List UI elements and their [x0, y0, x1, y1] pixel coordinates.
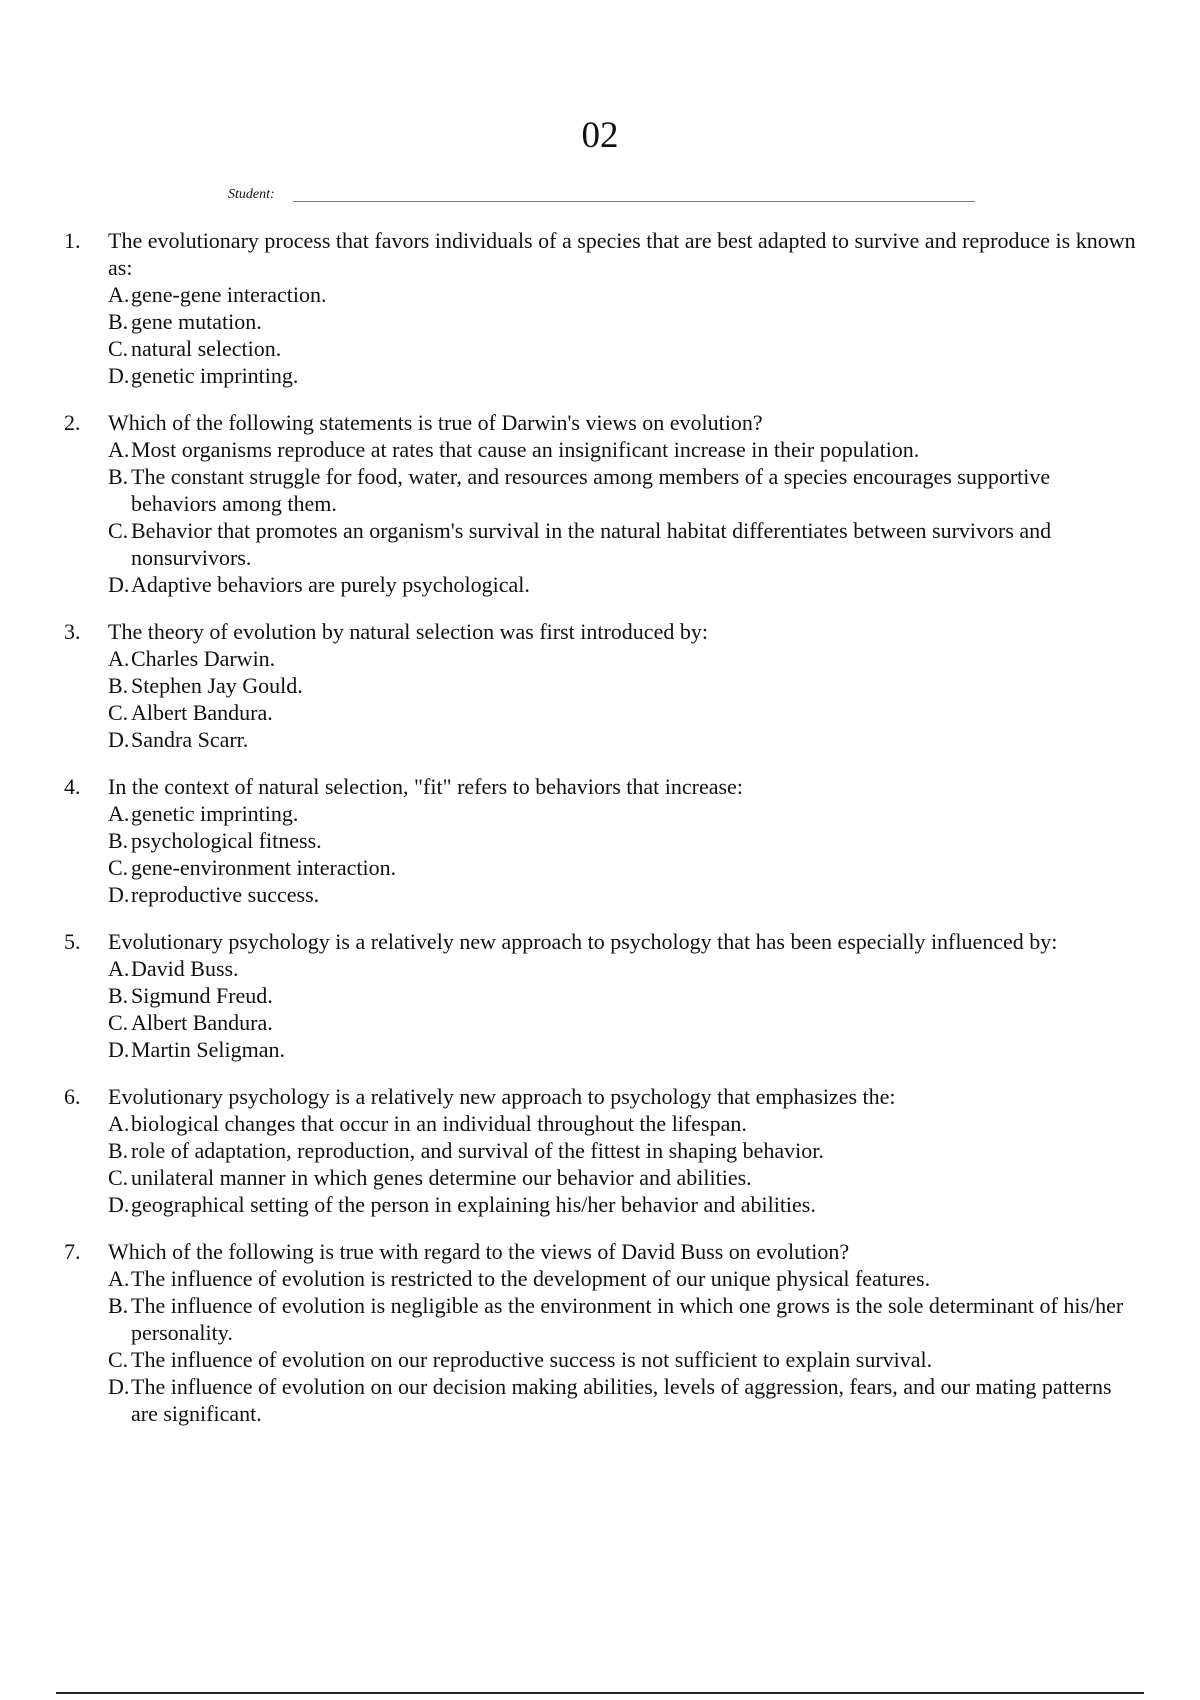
option-text: gene mutation. — [131, 309, 262, 334]
answer-options — [108, 1110, 1140, 1218]
question-item — [60, 1083, 1140, 1218]
option-text: reproductive success. — [131, 882, 320, 907]
answer-option — [108, 1110, 1140, 1137]
option-letter: A. — [108, 646, 130, 671]
answer-option — [108, 463, 1140, 517]
option-letter: A. — [108, 956, 130, 981]
option-letter: C. — [108, 1010, 129, 1035]
question-number: 3. — [64, 619, 81, 644]
answer-options — [108, 645, 1140, 753]
option-letter: D. — [108, 727, 130, 752]
question-list — [60, 227, 1140, 1447]
answer-option — [108, 827, 1140, 854]
answer-option — [108, 1191, 1140, 1218]
option-letter: D. — [108, 363, 130, 388]
option-letter: B. — [108, 673, 129, 698]
question-text: Which of the following statements is true of Darwin's views on evolution? — [108, 410, 763, 435]
answer-option — [108, 1009, 1140, 1036]
option-letter: C. — [108, 518, 129, 543]
question-number: 6. — [64, 1084, 81, 1109]
answer-option — [108, 699, 1140, 726]
answer-options — [108, 800, 1140, 908]
option-text: The influence of evolution on our decision making abilities, levels of aggression, fears, and our mating patterns are significant. — [131, 1374, 1112, 1426]
answer-option — [108, 881, 1140, 908]
answer-option — [108, 308, 1140, 335]
question-item — [60, 227, 1140, 389]
option-letter: A. — [108, 437, 130, 462]
question-item — [60, 409, 1140, 598]
option-text: biological changes that occur in an individual throughout the lifespan. — [131, 1111, 747, 1136]
answer-option — [108, 800, 1140, 827]
answer-option — [108, 982, 1140, 1009]
option-text: geographical setting of the person in explaining his/her behavior and abilities. — [131, 1192, 816, 1217]
option-text: Sandra Scarr. — [131, 727, 249, 752]
option-letter: C. — [108, 336, 129, 361]
option-text: The influence of evolution is negligible as the environment in which one grows is the sole determinant of his/her personality. — [131, 1293, 1124, 1345]
answer-option — [108, 1292, 1140, 1346]
option-text: unilateral manner in which genes determine our behavior and abilities. — [131, 1165, 752, 1190]
option-letter: D. — [108, 1192, 130, 1217]
question-text: In the context of natural selection, "fit" refers to behaviors that increase: — [108, 774, 743, 799]
answer-option — [108, 1346, 1140, 1373]
answer-option — [108, 362, 1140, 389]
option-text: genetic imprinting. — [131, 363, 299, 388]
option-letter: C. — [108, 855, 129, 880]
answer-option — [108, 436, 1140, 463]
option-letter: B. — [108, 1138, 129, 1163]
answer-option — [108, 1373, 1140, 1427]
student-name-line[interactable] — [293, 201, 975, 202]
answer-options — [108, 1265, 1140, 1427]
answer-option — [108, 726, 1140, 753]
option-text: gene-gene interaction. — [131, 282, 327, 307]
question-number: 1. — [64, 228, 81, 253]
question-item — [60, 773, 1140, 908]
student-label: Student: — [228, 187, 275, 202]
question-text: Evolutionary psychology is a relatively new approach to psychology that has been especially influenced by: — [108, 929, 1058, 954]
answer-option — [108, 1164, 1140, 1191]
question-number: 5. — [64, 929, 81, 954]
footer-divider — [56, 1692, 1144, 1694]
option-text: Adaptive behaviors are purely psychological. — [131, 572, 530, 597]
option-letter: B. — [108, 1293, 129, 1318]
question-text: Evolutionary psychology is a relatively new approach to psychology that emphasizes the: — [108, 1084, 896, 1109]
option-letter: B. — [108, 464, 129, 489]
question-text: The theory of evolution by natural selection was first introduced by: — [108, 619, 708, 644]
answer-option — [108, 955, 1140, 982]
option-text: Charles Darwin. — [131, 646, 276, 671]
option-letter: B. — [108, 309, 129, 334]
option-letter: B. — [108, 828, 129, 853]
option-text: Stephen Jay Gould. — [131, 673, 303, 698]
question-item — [60, 1238, 1140, 1427]
answer-option — [108, 672, 1140, 699]
option-text: Albert Bandura. — [131, 1010, 273, 1035]
option-text: natural selection. — [131, 336, 282, 361]
option-letter: D. — [108, 1037, 130, 1062]
option-letter: A. — [108, 801, 130, 826]
answer-options — [108, 955, 1140, 1063]
option-text: Sigmund Freud. — [131, 983, 273, 1008]
answer-option — [108, 1036, 1140, 1063]
option-letter: C. — [108, 1347, 129, 1372]
answer-option — [108, 517, 1140, 571]
option-letter: A. — [108, 282, 130, 307]
question-item — [60, 928, 1140, 1063]
student-name-field — [228, 183, 978, 207]
option-text: The influence of evolution is restricted to the development of our unique physical features. — [131, 1266, 931, 1291]
option-text: genetic imprinting. — [131, 801, 299, 826]
answer-options — [108, 436, 1140, 598]
option-text: Behavior that promotes an organism's survival in the natural habitat differentiates between survivors and nonsurvivors. — [131, 518, 1052, 570]
option-text: Martin Seligman. — [131, 1037, 285, 1062]
answer-option — [108, 854, 1140, 881]
option-letter: A. — [108, 1111, 130, 1136]
option-text: gene-environment interaction. — [131, 855, 397, 880]
option-text: Albert Bandura. — [131, 700, 273, 725]
answer-option — [108, 571, 1140, 598]
question-item — [60, 618, 1140, 753]
question-number: 2. — [64, 410, 81, 435]
answer-option — [108, 281, 1140, 308]
question-number: 4. — [64, 774, 81, 799]
option-letter: A. — [108, 1266, 130, 1291]
question-number: 7. — [64, 1239, 81, 1264]
answer-option — [108, 645, 1140, 672]
question-text: Which of the following is true with regard to the views of David Buss on evolution? — [108, 1239, 850, 1264]
option-text: The influence of evolution on our reproductive success is not sufficient to explain survival. — [131, 1347, 933, 1372]
option-text: role of adaptation, reproduction, and survival of the fittest in shaping behavior. — [131, 1138, 824, 1163]
question-text: The evolutionary process that favors individuals of a species that are best adapted to survive and reproduce is known as: — [108, 228, 1136, 280]
option-text: psychological fitness. — [131, 828, 322, 853]
option-letter: D. — [108, 882, 130, 907]
option-text: The constant struggle for food, water, and resources among members of a species encourages supportive behaviors among them. — [131, 464, 1051, 516]
option-letter: D. — [108, 572, 130, 597]
option-letter: B. — [108, 983, 129, 1008]
answer-options — [108, 281, 1140, 389]
answer-option — [108, 1137, 1140, 1164]
answer-option — [108, 1265, 1140, 1292]
option-letter: C. — [108, 1165, 129, 1190]
page-title: 02 — [581, 115, 619, 156]
option-letter: D. — [108, 1374, 130, 1399]
option-text: Most organisms reproduce at rates that cause an insignificant increase in their population. — [131, 437, 920, 462]
option-text: David Buss. — [131, 956, 239, 981]
answer-option — [108, 335, 1140, 362]
option-letter: C. — [108, 700, 129, 725]
